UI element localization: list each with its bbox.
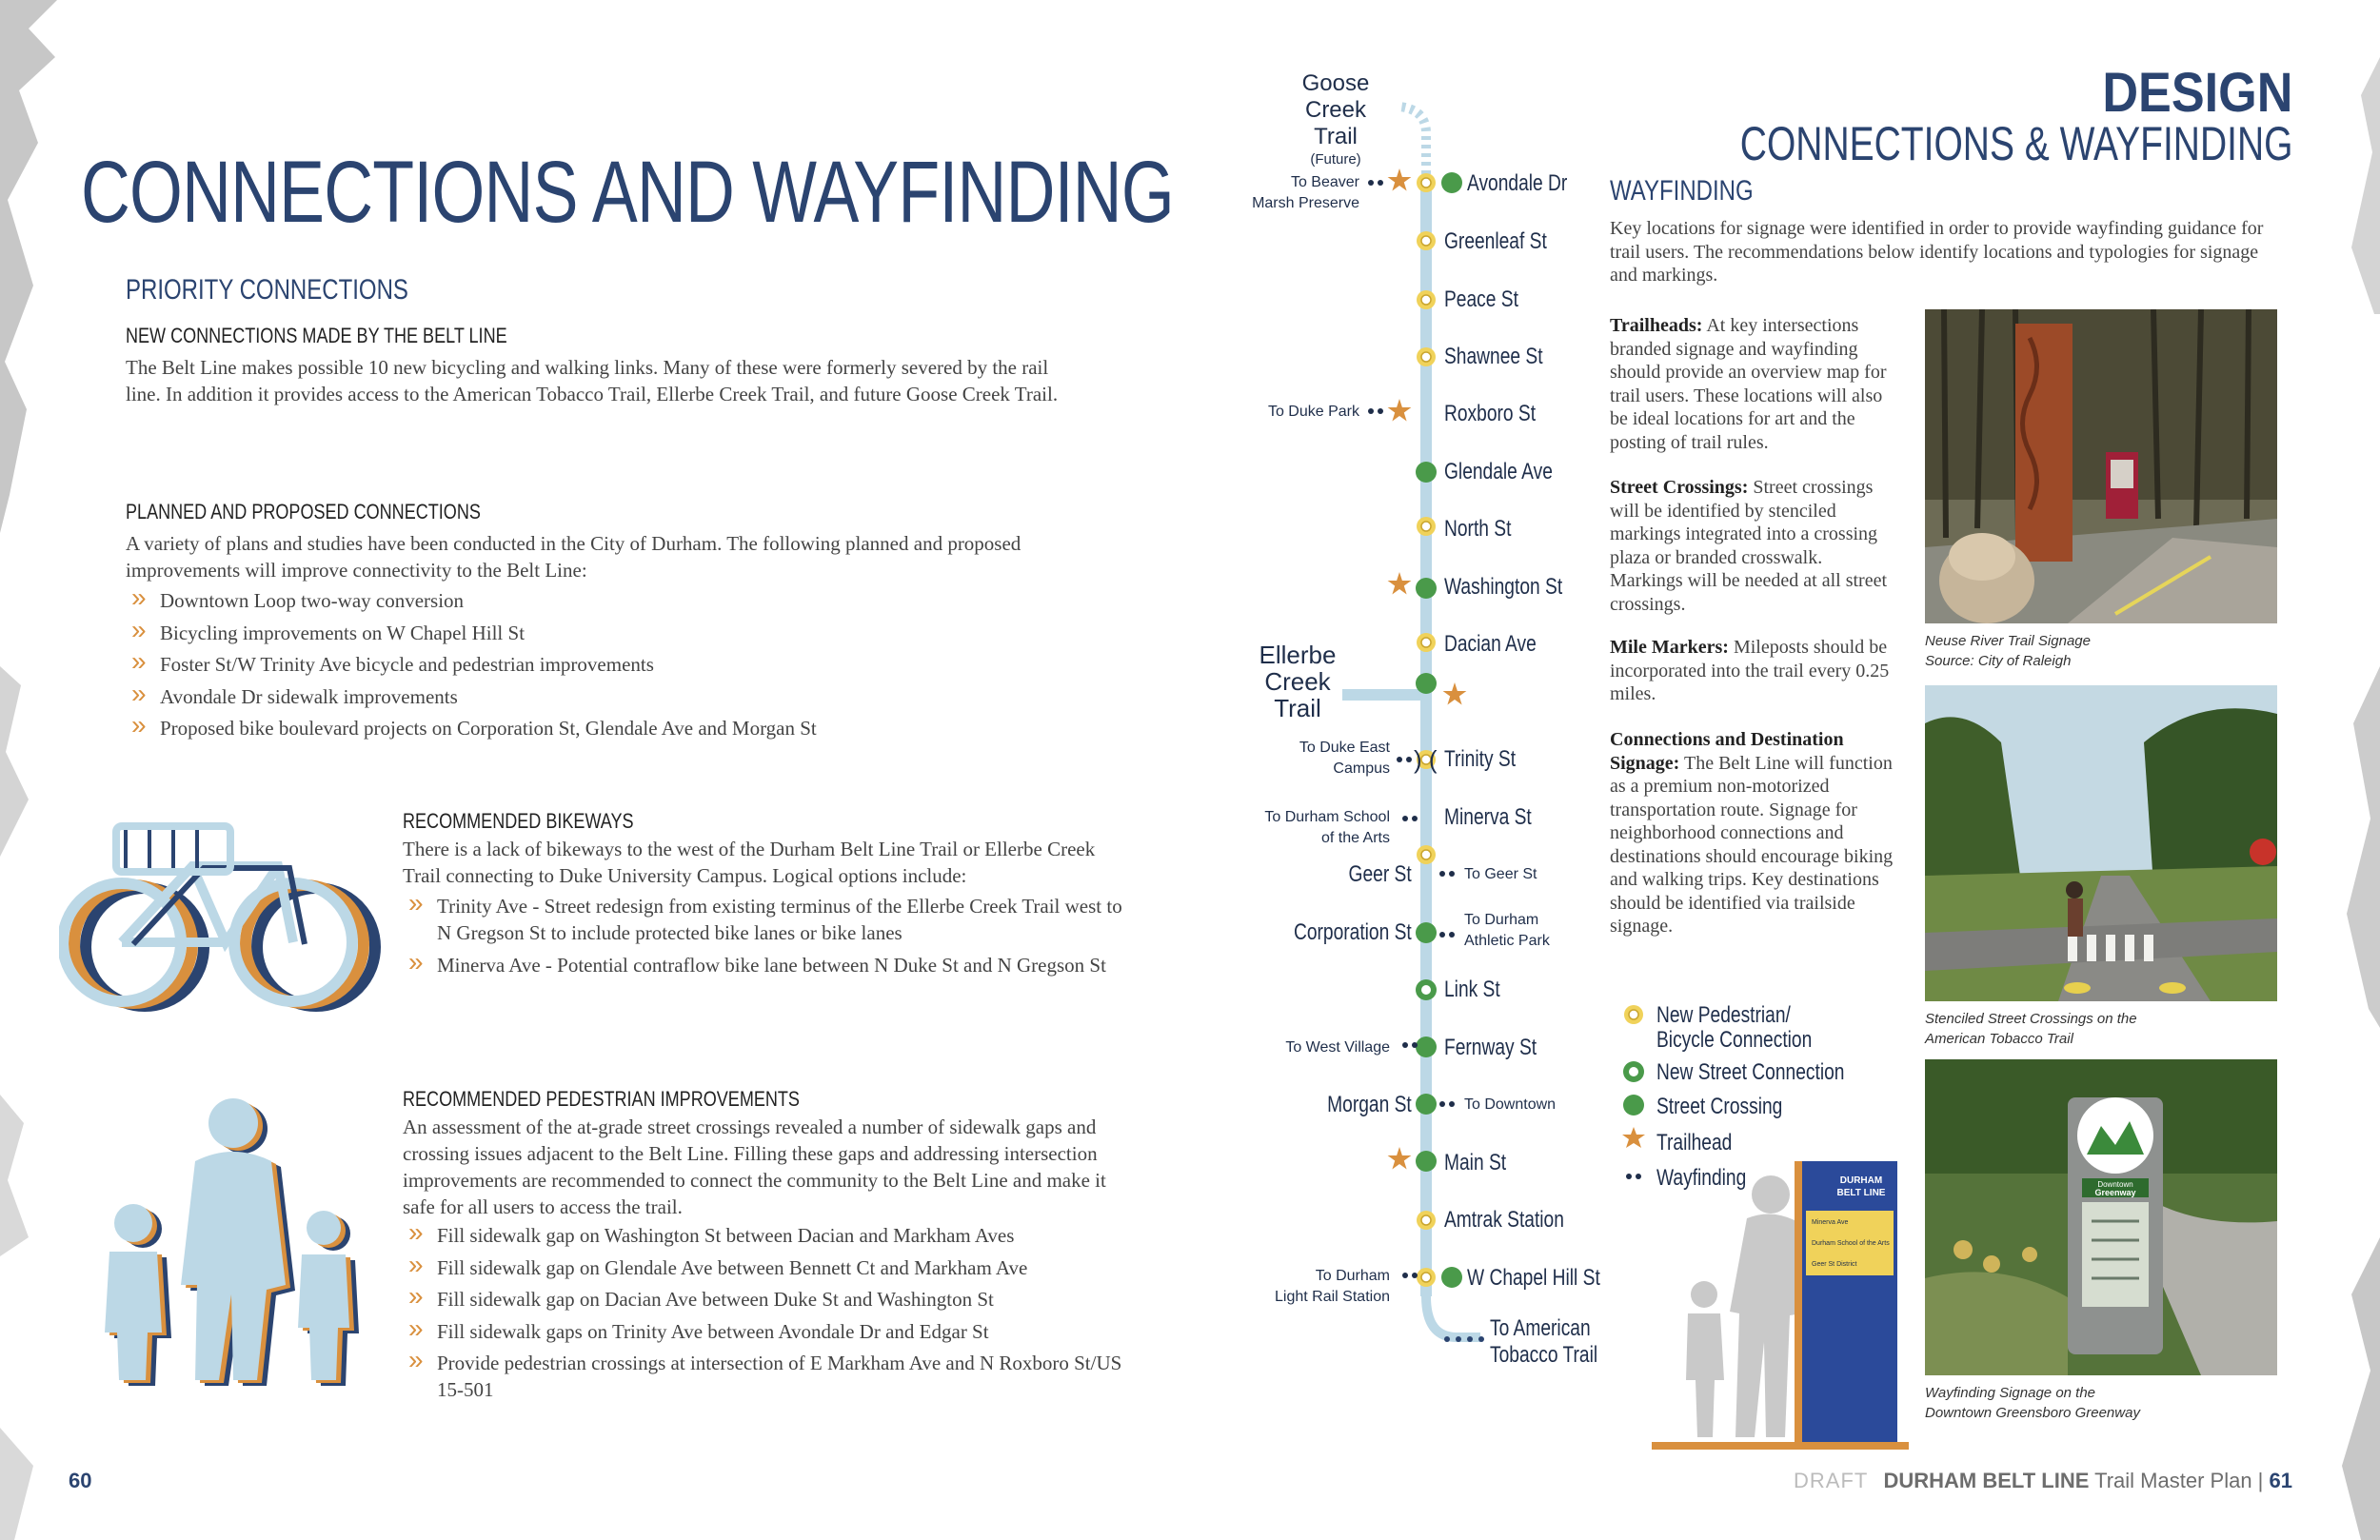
wayfinding-dots — [1412, 816, 1418, 821]
list-item: » Provide pedestrian crossings at intersection of E Markham Ave and N Roxboro St/US 15-501 — [403, 1350, 1126, 1403]
new-connection-marker — [1417, 1211, 1436, 1230]
street-crossing-marker — [1416, 673, 1437, 694]
footer-title: DURHAM BELT LINE — [1883, 1469, 2090, 1492]
wayfinding-dots — [1397, 757, 1402, 762]
pedestrians-illustration — [90, 1095, 367, 1390]
legend-street-crossing: Street Crossing — [1656, 1094, 1783, 1119]
list-item: » Fill sidewalk gap on Glendale Ave between Bennett Ct and Markham Ave — [403, 1254, 1126, 1281]
section-header-design: DESIGN — [2101, 62, 2292, 124]
street-main: Main St — [1444, 1150, 1507, 1175]
street-corporation: Corporation St — [1294, 919, 1412, 945]
priority-connections-heading: PRIORITY CONNECTIONS — [126, 274, 408, 306]
wayfinding-dots — [1378, 180, 1383, 186]
wayfinding-dots — [1402, 1273, 1408, 1278]
list-item: » Fill sidewalk gap on Washington St between Dacian and Markham Aves — [403, 1222, 1126, 1249]
dest-beaver-marsh: To Beaver Marsh Preserve — [1252, 174, 1359, 211]
list-item: » Fill sidewalk gaps on Trinity Ave between Avondale Dr and Edgar St — [403, 1318, 1126, 1345]
new-connection-marker — [1417, 633, 1436, 652]
sign-row-1: Minerva Ave — [1812, 1219, 1849, 1226]
trailheads-text: Trailheads: At key intersections branded signage and wayfinding should provide an overview map for trail users. These locations will also be ideal locations for art and the posting of trail rules. — [1610, 315, 1887, 453]
trailhead-star — [1388, 572, 1412, 595]
street-roxboro: Roxboro St — [1444, 401, 1537, 426]
street-trinity: Trinity St — [1444, 746, 1517, 772]
wayfinding-heading: WAYFINDING — [1610, 175, 1754, 207]
list-item: » Avondale Dr sidewalk improvements — [126, 683, 1116, 710]
new-connection-marker — [1417, 173, 1436, 192]
street-amtrak: Amtrak Station — [1444, 1207, 1564, 1233]
legend-wayfinding: Wayfinding — [1656, 1165, 1747, 1191]
footer-right — [1794, 1469, 2292, 1493]
wayfinding-dots — [1439, 1101, 1445, 1107]
new-connections-body: The Belt Line makes possible 10 new bicycling and walking links. Many of these were formerly severed by the rail line. In addition it provides access to the American Tobacco Trail, Ellerbe Creek Trail, and future Goose Creek Trail. — [126, 356, 1059, 405]
street-geer: Geer St — [1348, 861, 1412, 887]
list-item: » Fill sidewalk gap on Dacian Ave between Duke St and Washington St — [403, 1286, 1126, 1313]
pedestrian-improvements-body: An assessment of the at-grade street crossings revealed a number of sidewalk gaps and crossing issues adjacent to the Belt Line. Filling these gaps and addressing intersection improvements are recommended to connect the community to the Belt Line and make it safe for all users to access the trail. — [403, 1116, 1106, 1218]
wayfinding-intro: Key locations for signage were identified in order to provide wayfinding guidance for trail users. The recommendations below identify locations and typologies for signage and markings. — [1610, 218, 2264, 286]
wayfinding-dots — [1368, 408, 1374, 414]
trail-schematic-map — [1238, 95, 1637, 1371]
street-crossing-marker — [1416, 1037, 1437, 1057]
new-connection-marker — [1417, 347, 1436, 366]
goose-creek-label: Goose Creek Trail (Future) — [1301, 70, 1370, 168]
sign-row-3: Geer St District — [1812, 1261, 1857, 1268]
dest-durham-school: To Durham School of the Arts — [1264, 809, 1390, 846]
list-item: » Minerva Ave - Potential contraflow bike lane between N Duke St and N Gregson St — [403, 952, 1126, 978]
legend-new-ped-bike: New Pedestrian/ Bicycle Connection — [1656, 1002, 1813, 1053]
wayfinding-dots — [1402, 1042, 1408, 1048]
street-avondale: Avondale Dr — [1467, 170, 1568, 196]
new-connection-marker — [1417, 231, 1436, 250]
greenway-sign-line-2: Greenway — [2094, 1188, 2136, 1197]
photo-greensboro-wayfinding-signage — [1925, 1059, 2277, 1375]
new-connection-marker — [1417, 290, 1436, 309]
wayfinding-dots — [1402, 816, 1408, 821]
street-crossing-marker — [1416, 1094, 1437, 1115]
legend-trailhead-icon — [1622, 1127, 1645, 1148]
trailhead-star — [1388, 168, 1412, 191]
new-connection-marker — [1417, 517, 1436, 536]
caption-photo-1: Neuse River Trail Signage Source: City of Raleigh — [1925, 633, 2091, 669]
street-crossings-text: Street Crossings: Street crossings will be identified by stenciled markings integrated into a crossing plaza or branded crosswalk. Markings will be needed at all street crossings. — [1610, 477, 1888, 615]
grunge-edge-right — [2294, 0, 2380, 1540]
street-morgan: Morgan St — [1327, 1092, 1412, 1117]
planned-connections-list — [126, 587, 1116, 747]
street-greenleaf: Greenleaf St — [1444, 228, 1547, 254]
wayfinding-dots — [1449, 932, 1455, 938]
recommended-bikeways-body: There is a lack of bikeways to the west of the Durham Belt Line Trail or Ellerbe Creek Trail connecting to Duke University Campus. Logical options include: — [403, 838, 1096, 887]
section-header — [1584, 62, 2292, 170]
legend-symbols — [1618, 999, 1656, 1190]
legend-street-crossing-icon — [1623, 1095, 1644, 1116]
street-peace: Peace St — [1444, 286, 1518, 312]
footer-draft: DRAFT — [1794, 1469, 1869, 1492]
to-american-tobacco-label: To American Tobacco Trail — [1490, 1315, 1598, 1368]
new-connection-marker — [1417, 845, 1436, 864]
list-item: » Downtown Loop two-way conversion — [126, 587, 1116, 614]
legend-new-street: New Street Connection — [1656, 1059, 1845, 1085]
street-fernway: Fernway St — [1444, 1035, 1537, 1060]
wayfinding-dots — [1439, 871, 1445, 877]
dest-duke-park: To Duke Park — [1267, 404, 1359, 420]
street-north: North St — [1444, 516, 1512, 542]
caption-photo-3: Wayfinding Signage on the Downtown Greensboro Greenway — [1925, 1385, 2140, 1421]
wayfinding-dots — [1368, 180, 1374, 186]
page-number-right: 61 — [2269, 1469, 2292, 1492]
sign-row-2: Durham School of the Arts — [1812, 1240, 1890, 1247]
new-connections-heading: NEW CONNECTIONS MADE BY THE BELT LINE — [126, 324, 507, 347]
ellerbe-creek-label: Ellerbe Creek Trail — [1259, 641, 1337, 722]
wayfinding-dots — [1439, 932, 1445, 938]
trailhead-star — [1388, 1147, 1412, 1170]
photo-stenciled-street-crossings — [1925, 685, 2277, 1001]
list-item: » Foster St/W Trinity Ave bicycle and pedestrian improvements — [126, 651, 1116, 678]
list-item: » Trinity Ave - Street redesign from existing terminus of the Ellerbe Creek Trail west to N Gregson St to include protected bike lanes or bike lanes — [403, 893, 1126, 946]
sign-title-line-2: BELT LINE — [1836, 1188, 1886, 1198]
street-crossing-marker — [1441, 172, 1462, 193]
wayfinding-dots — [1449, 871, 1455, 877]
grunge-edge-left — [0, 0, 86, 1540]
street-crossing-marker — [1441, 1267, 1462, 1288]
legend-trailhead: Trailhead — [1656, 1130, 1733, 1155]
section-header-subtitle: CONNECTIONS & WAYFINDING — [1739, 117, 2292, 170]
planned-connections-heading: PLANNED AND PROPOSED CONNECTIONS — [126, 500, 481, 523]
street-dacian: Dacian Ave — [1444, 631, 1537, 657]
bikeways-list — [403, 893, 1126, 983]
wayfinding-dots — [1412, 1042, 1418, 1048]
list-item: » Bicycling improvements on W Chapel Hill St — [126, 620, 1116, 646]
legend-wayfinding-icon — [1626, 1174, 1632, 1179]
list-item: » Proposed bike boulevard projects on Corporation St, Glendale Ave and Morgan St — [126, 715, 1116, 741]
bridge-symbol: ) ( — [1414, 745, 1438, 774]
street-crossing-marker — [1416, 578, 1437, 599]
sign-title-line-1: DURHAM — [1839, 1175, 1883, 1186]
wayfinding-dots — [1412, 1273, 1418, 1278]
mile-markers-text: Mile Markers: Mileposts should be incorporated into the trail every 0.25 miles. — [1610, 637, 1890, 704]
dest-durham-athletic: To Durham Athletic Park — [1464, 912, 1550, 949]
street-crossing-marker — [1416, 922, 1437, 943]
planned-connections-body: A variety of plans and studies have been conducted in the City of Durham. The following planned and proposed improvements will improve connectivity to the Belt Line: — [126, 532, 1021, 582]
dest-light-rail: To Durham Light Rail Station — [1275, 1268, 1390, 1305]
wayfinding-sign-illustration — [1652, 1152, 1923, 1451]
goose-creek-future-line — [1399, 107, 1426, 183]
street-washington: Washington St — [1444, 574, 1563, 600]
dest-west-village: To West Village — [1285, 1039, 1390, 1056]
destination-signage-text: Connections and Destination Signage: The Belt Line will function as a premium non-motorized transportation route. Signage for neighborhood connections and destinations should encourage biking and walking trips. Key destinations should be identified via trailside signage. — [1610, 729, 1894, 937]
photo-neuse-river-trail-signage — [1925, 309, 2277, 623]
new-connection-marker — [1417, 1268, 1436, 1287]
street-crossing-marker — [1416, 1151, 1437, 1172]
street-crossing-marker — [1416, 462, 1437, 483]
pedestrian-improvements-heading: RECOMMENDED PEDESTRIAN IMPROVEMENTS — [403, 1087, 800, 1111]
caption-photo-2: Stenciled Street Crossings on the American Tobacco Trail — [1925, 1011, 2137, 1047]
wayfinding-dots — [1378, 408, 1383, 414]
bicycles-illustration — [59, 809, 387, 1014]
street-chapel-hill: W Chapel Hill St — [1467, 1265, 1600, 1291]
greenway-sign-line-1: Downtown — [2097, 1180, 2133, 1189]
wayfinding-dots — [1406, 757, 1412, 762]
footer-plan: Trail Master Plan | — [2094, 1469, 2264, 1492]
recommended-bikeways-heading: RECOMMENDED BIKEWAYS — [403, 809, 634, 833]
trailhead-star — [1388, 399, 1412, 422]
street-glendale: Glendale Ave — [1444, 459, 1553, 484]
wayfinding-dots — [1449, 1101, 1455, 1107]
trailhead-star — [1443, 682, 1467, 705]
page-title: CONNECTIONS AND WAYFINDING — [81, 144, 1174, 241]
pedestrian-list — [403, 1222, 1126, 1409]
street-link: Link St — [1444, 977, 1500, 1002]
street-minerva: Minerva St — [1444, 804, 1532, 830]
page-number-left: 60 — [69, 1469, 92, 1492]
dest-geer-st: To Geer St — [1464, 866, 1537, 882]
dest-downtown: To Downtown — [1464, 1096, 1557, 1113]
dest-duke-east: To Duke East Campus — [1299, 740, 1390, 777]
street-shawnee: Shawnee St — [1444, 344, 1543, 369]
